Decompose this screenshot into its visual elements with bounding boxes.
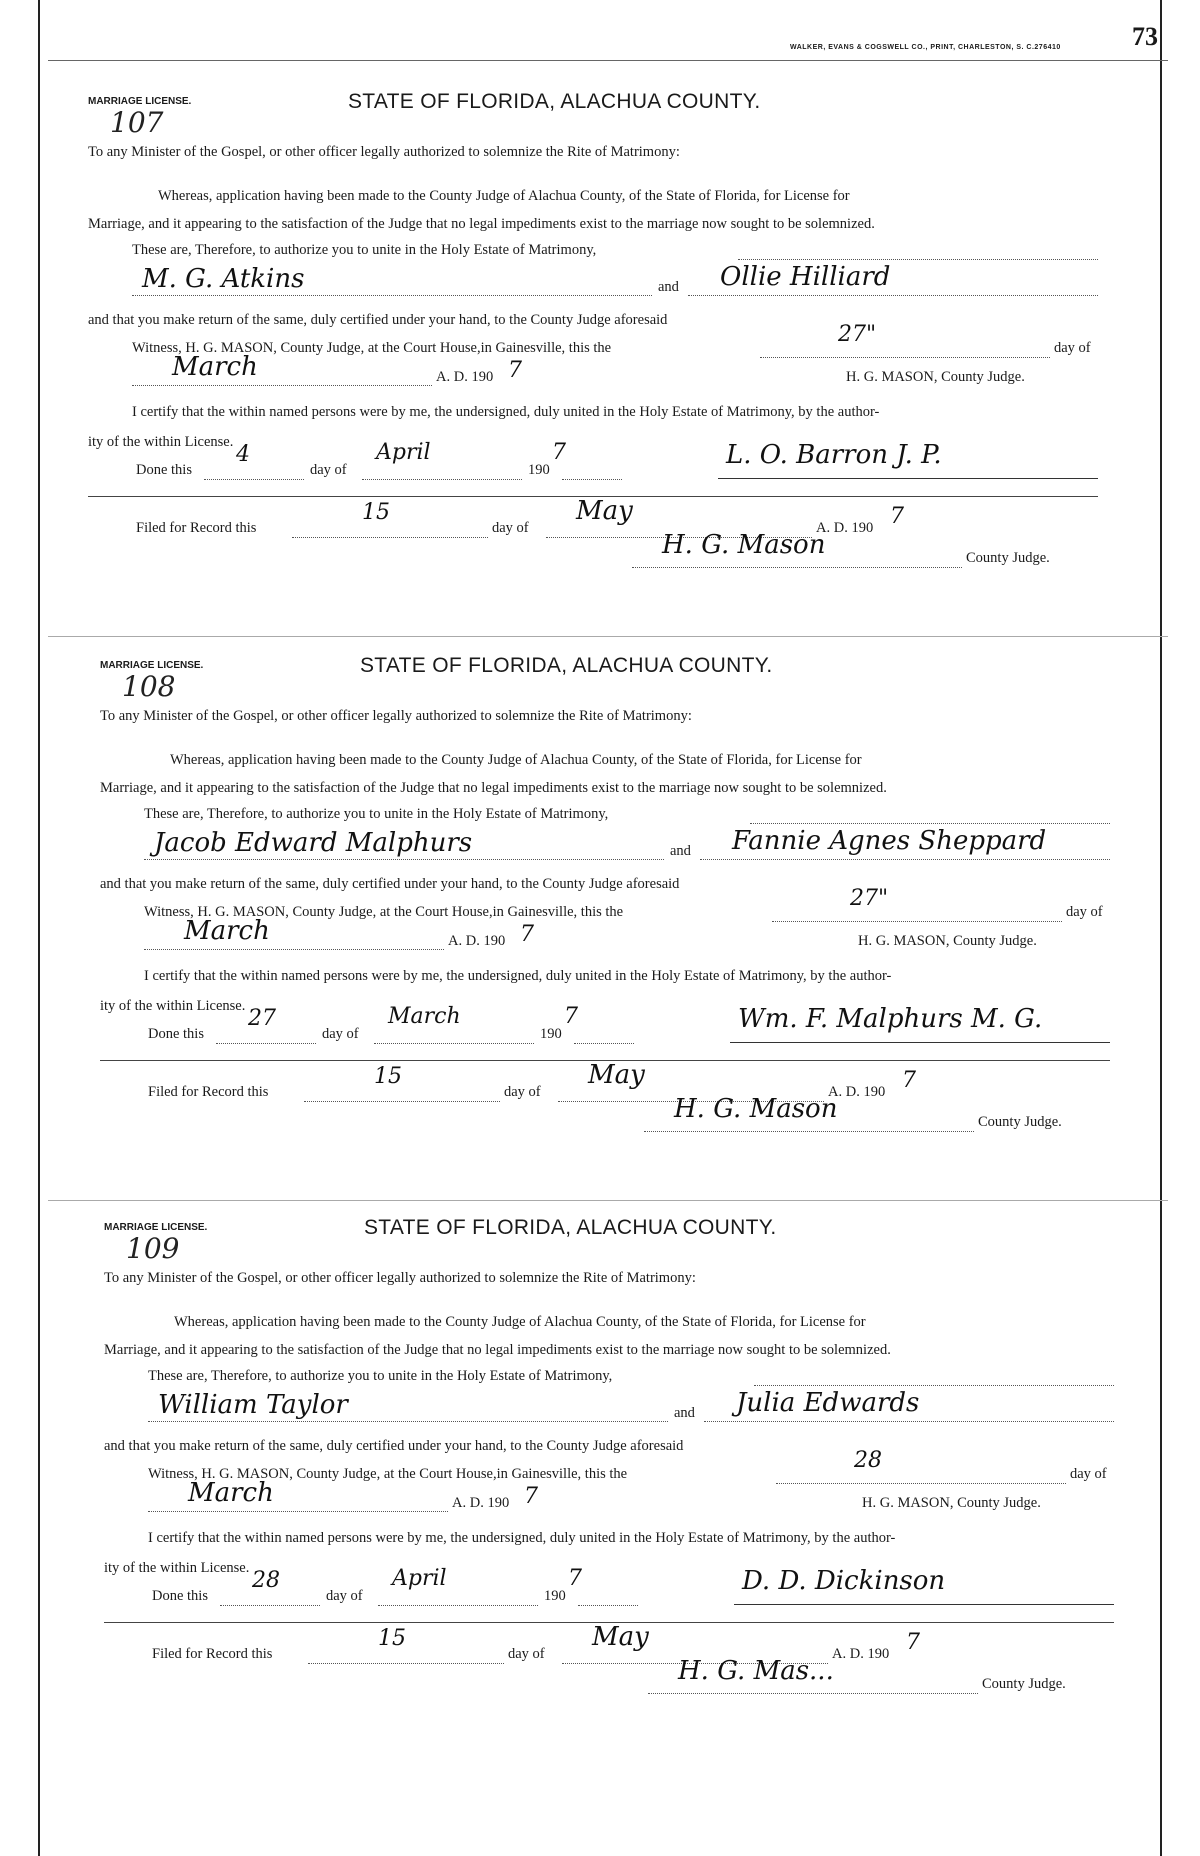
- witness-year: 7: [520, 922, 534, 947]
- done-month: March: [388, 1004, 461, 1029]
- witness-month-dotted-line: [144, 948, 444, 950]
- to-minister-text: To any Minister of the Gospel, or other officer legally authorized to solemnize the Rite of Matrimony:: [100, 708, 692, 724]
- officiant-signature: D. D. Dickinson: [742, 1566, 946, 1596]
- these-are-dotted-line: [738, 258, 1098, 260]
- bride-name: Fannie Agnes Sheppard: [732, 826, 1047, 856]
- license-separator: [48, 1200, 1168, 1201]
- day-of-text: day of: [1066, 904, 1103, 920]
- filed-ad-text: A. D. 190: [832, 1646, 890, 1662]
- filed-day-dotted-line: [308, 1662, 504, 1664]
- done-year-dotted-line: [562, 478, 622, 480]
- witness-text: Witness, H. G. MASON, County Judge, at the Court House,in Gainesville, this the: [148, 1466, 628, 1482]
- witness-year: 7: [524, 1484, 538, 1509]
- ity-text: ity of the within License.: [104, 1560, 250, 1576]
- judge-signature: H. G. Mas...: [678, 1656, 834, 1686]
- filed-day-of-text: day of: [492, 520, 529, 536]
- judge-text: H. G. MASON, County Judge.: [862, 1495, 1041, 1511]
- county-judge-text: County Judge.: [978, 1114, 1062, 1130]
- done-day: 27: [248, 1006, 276, 1031]
- witness-day: 27": [850, 886, 889, 911]
- groom-dotted-line: [132, 294, 652, 296]
- filed-year: 7: [906, 1630, 920, 1655]
- whereas-text: Whereas, application having been made to the County Judge of Alachua County, of the State of Florida, for License for: [158, 188, 850, 204]
- witness-day: 28: [854, 1448, 882, 1473]
- done-day-dotted-line: [216, 1042, 316, 1044]
- done-month: April: [392, 1566, 447, 1591]
- state-heading: STATE OF FLORIDA, ALACHUA COUNTY.: [364, 1216, 777, 1239]
- marriage-text: Marriage, and it appearing to the satisfaction of the Judge that no legal impediments exist to the marriage now sought to be solemnized.: [104, 1342, 891, 1358]
- done-day-of-text: day of: [326, 1588, 363, 1604]
- done-day-dotted-line: [204, 478, 304, 480]
- day-of-text: day of: [1070, 1466, 1107, 1482]
- filed-day-dotted-line: [292, 536, 488, 538]
- done-year-text: 190: [544, 1588, 566, 1604]
- witness-text: Witness, H. G. MASON, County Judge, at the Court House,in Gainesville, this the: [144, 904, 624, 920]
- judge-dotted-line: [648, 1692, 978, 1694]
- return-text: and that you make return of the same, duly certified under your hand, to the County Judge aforesaid: [104, 1438, 684, 1454]
- done-text: Done this: [148, 1026, 204, 1042]
- witness-day: 27": [838, 322, 877, 347]
- witness-day-dotted-line: [776, 1482, 1066, 1484]
- county-judge-text: County Judge.: [982, 1676, 1066, 1692]
- filed-month: May: [576, 496, 633, 526]
- these-are-text: These are, Therefore, to authorize you to unite in the Holy Estate of Matrimony,: [132, 242, 597, 258]
- bride-name: Ollie Hilliard: [720, 262, 891, 292]
- witness-month: March: [172, 352, 258, 382]
- these-are-text: These are, Therefore, to authorize you to unite in the Holy Estate of Matrimony,: [144, 806, 609, 822]
- judge-dotted-line: [632, 566, 962, 568]
- filed-month: May: [592, 1622, 649, 1652]
- and-text: and: [674, 1405, 695, 1421]
- filed-day-of-text: day of: [504, 1084, 541, 1100]
- groom-name: Jacob Edward Malphurs: [154, 828, 473, 858]
- license-separator: [48, 636, 1168, 637]
- county-judge-text: County Judge.: [966, 550, 1050, 566]
- done-year-dotted-line: [574, 1042, 634, 1044]
- judge-text: H. G. MASON, County Judge.: [858, 933, 1037, 949]
- done-day: 4: [236, 442, 250, 467]
- ad-text: A. D. 190: [448, 933, 506, 949]
- witness-month-dotted-line: [132, 384, 432, 386]
- witness-year: 7: [508, 358, 522, 383]
- done-day-of-text: day of: [310, 462, 347, 478]
- ity-text: ity of the within License.: [88, 434, 234, 450]
- filed-text: Filed for Record this: [136, 520, 257, 536]
- officiant-signature: Wm. F. Malphurs M. G.: [738, 1004, 1043, 1034]
- license-number: 107: [110, 106, 164, 139]
- filed-day: 15: [362, 500, 390, 525]
- these-are-text: These are, Therefore, to authorize you to unite in the Holy Estate of Matrimony,: [148, 1368, 613, 1384]
- certify-text: I certify that the within named persons were by me, the undersigned, duly united in the Holy Estate of Matrimony, by the author-: [132, 404, 880, 420]
- filed-day: 15: [374, 1064, 402, 1089]
- these-are-dotted-line: [750, 822, 1110, 824]
- ad-text: A. D. 190: [436, 369, 494, 385]
- filed-day: 15: [378, 1626, 406, 1651]
- license-number: 108: [122, 670, 176, 703]
- done-text: Done this: [152, 1588, 208, 1604]
- bride-dotted-line: [700, 858, 1110, 860]
- these-are-dotted-line: [754, 1384, 1114, 1386]
- filed-ad-text: A. D. 190: [816, 520, 874, 536]
- done-text: Done this: [136, 462, 192, 478]
- officiant-signature: L. O. Barron J. P.: [726, 440, 942, 470]
- done-year-dotted-line: [578, 1604, 638, 1606]
- done-year-text: 190: [528, 462, 550, 478]
- filed-day-of-text: day of: [508, 1646, 545, 1662]
- day-of-text: day of: [1054, 340, 1091, 356]
- done-month-dotted-line: [378, 1604, 538, 1606]
- bride-dotted-line: [704, 1420, 1114, 1422]
- and-text: and: [670, 843, 691, 859]
- done-month: April: [376, 440, 431, 465]
- state-heading: STATE OF FLORIDA, ALACHUA COUNTY.: [360, 654, 773, 677]
- done-year: 7: [564, 1004, 578, 1029]
- bride-dotted-line: [688, 294, 1098, 296]
- ity-text: ity of the within License.: [100, 998, 246, 1014]
- officiant-line: [730, 1042, 1110, 1043]
- filed-day-dotted-line: [304, 1100, 500, 1102]
- whereas-text: Whereas, application having been made to the County Judge of Alachua County, of the State of Florida, for License for: [170, 752, 862, 768]
- done-year-text: 190: [540, 1026, 562, 1042]
- certify-text: I certify that the within named persons were by me, the undersigned, duly united in the Holy Estate of Matrimony, by the author-: [144, 968, 892, 984]
- filed-text: Filed for Record this: [152, 1646, 273, 1662]
- witness-month: March: [184, 916, 270, 946]
- witness-text: Witness, H. G. MASON, County Judge, at the Court House,in Gainesville, this the: [132, 340, 612, 356]
- whereas-text: Whereas, application having been made to the County Judge of Alachua County, of the State of Florida, for License for: [174, 1314, 866, 1330]
- done-day-dotted-line: [220, 1604, 320, 1606]
- done-year: 7: [552, 440, 566, 465]
- license-number: 109: [126, 1232, 180, 1265]
- judge-text: H. G. MASON, County Judge.: [846, 369, 1025, 385]
- done-month-dotted-line: [374, 1042, 534, 1044]
- top-rule: [48, 60, 1168, 61]
- license-label: MARRIAGE LICENSE.: [104, 1222, 208, 1233]
- judge-signature: H. G. Mason: [674, 1094, 838, 1124]
- and-text: and: [658, 279, 679, 295]
- judge-dotted-line: [644, 1130, 974, 1132]
- officiant-line: [734, 1604, 1114, 1605]
- done-day-of-text: day of: [322, 1026, 359, 1042]
- filed-year: 7: [902, 1068, 916, 1093]
- groom-name: M. G. Atkins: [142, 264, 305, 294]
- right-page-border: [1160, 0, 1162, 1856]
- bride-name: Julia Edwards: [736, 1388, 920, 1418]
- done-year: 7: [568, 1566, 582, 1591]
- filed-month: May: [588, 1060, 645, 1090]
- filed-year: 7: [890, 504, 904, 529]
- groom-dotted-line: [148, 1420, 668, 1422]
- witness-month: March: [188, 1478, 274, 1508]
- officiant-line: [718, 478, 1098, 479]
- state-heading: STATE OF FLORIDA, ALACHUA COUNTY.: [348, 90, 761, 113]
- page-number: 73: [1132, 22, 1158, 51]
- license-label: MARRIAGE LICENSE.: [88, 96, 192, 107]
- judge-signature: H. G. Mason: [662, 530, 826, 560]
- marriage-text: Marriage, and it appearing to the satisfaction of the Judge that no legal impediments exist to the marriage now sought to be solemnized.: [88, 216, 875, 232]
- filed-text: Filed for Record this: [148, 1084, 269, 1100]
- done-month-dotted-line: [362, 478, 522, 480]
- ad-text: A. D. 190: [452, 1495, 510, 1511]
- witness-day-dotted-line: [760, 356, 1050, 358]
- return-text: and that you make return of the same, duly certified under your hand, to the County Judge aforesaid: [100, 876, 680, 892]
- to-minister-text: To any Minister of the Gospel, or other officer legally authorized to solemnize the Rite of Matrimony:: [104, 1270, 696, 1286]
- groom-dotted-line: [144, 858, 664, 860]
- printer-imprint: WALKER, EVANS & COGSWELL CO., PRINT, CHARLESTON, S. C.276410: [790, 44, 1061, 51]
- certify-text: I certify that the within named persons were by me, the undersigned, duly united in the Holy Estate of Matrimony, by the author-: [148, 1530, 896, 1546]
- return-text: and that you make return of the same, duly certified under your hand, to the County Judge aforesaid: [88, 312, 668, 328]
- marriage-text: Marriage, and it appearing to the satisfaction of the Judge that no legal impediments exist to the marriage now sought to be solemnized.: [100, 780, 887, 796]
- witness-day-dotted-line: [772, 920, 1062, 922]
- groom-name: William Taylor: [158, 1390, 348, 1420]
- left-page-border: [38, 0, 40, 1856]
- license-label: MARRIAGE LICENSE.: [100, 660, 204, 671]
- to-minister-text: To any Minister of the Gospel, or other officer legally authorized to solemnize the Rite of Matrimony:: [88, 144, 680, 160]
- filed-ad-text: A. D. 190: [828, 1084, 886, 1100]
- done-day: 28: [252, 1568, 280, 1593]
- witness-month-dotted-line: [148, 1510, 448, 1512]
